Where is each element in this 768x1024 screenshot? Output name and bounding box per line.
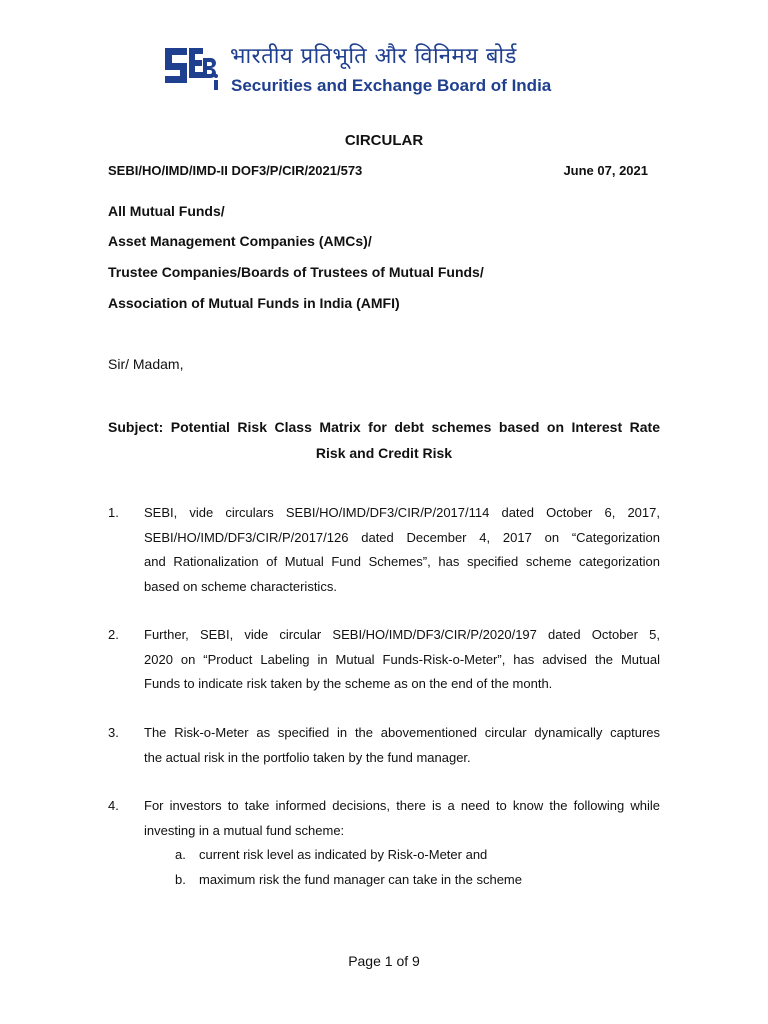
salutation: Sir/ Madam, (108, 356, 184, 372)
circular-date: June 07, 2021 (563, 163, 648, 178)
subject-line: Subject: Potential Risk Class Matrix for debt schemes based on Interest Rate (108, 419, 660, 435)
paragraph-line: SEBI/HO/IMD/DF3/CIR/P/2017/126 dated December 4, 2017 on “Categorization (144, 529, 660, 545)
paragraph-line: based on scheme characteristics. (144, 578, 337, 594)
list-item (175, 847, 487, 862)
paragraph-line: investing in a mutual fund scheme: (144, 822, 345, 838)
subject (108, 414, 660, 466)
list-item-label: a. (175, 847, 186, 862)
paragraph-number: 2. (108, 627, 119, 642)
list-item-label: b. (175, 872, 186, 887)
paragraph-line: the actual risk in the portfolio taken by the fund manager. (144, 749, 471, 765)
list-item (175, 872, 522, 887)
page-number: Page 1 of 9 (348, 953, 420, 969)
paragraph-line: Funds to indicate risk taken by the scheme as on the end of the month. (144, 676, 553, 691)
org-name-hindi: भारतीय प्रतिभूति और विनिमय बोर्ड (230, 44, 517, 69)
document-title: CIRCULAR (344, 132, 424, 149)
paragraph-line: Further, SEBI, vide circular SEBI/HO/IMD/DF3/CIR/P/2020/197 dated October 5, (144, 627, 660, 642)
paragraph-line: 2020 on “Product Labeling in Mutual Funds-Risk-o-Meter”, has advised the Mutual (144, 651, 660, 667)
addressee-line: Asset Management Companies (AMCs)/ (108, 233, 372, 249)
subject-line: Risk and Credit Risk (315, 445, 453, 461)
paragraph-line: For investors to take informed decisions, there is a need to know the following while (144, 798, 660, 813)
paragraph-line: SEBI, vide circulars SEBI/HO/IMD/DF3/CIR/P/2017/114 dated October 6, 2017, (144, 505, 660, 520)
addressee-line: All Mutual Funds/ (108, 203, 225, 219)
addressee-line: Trustee Companies/Boards of Trustees of Mutual Funds/ (108, 264, 484, 280)
paragraph-number: 1. (108, 505, 119, 520)
org-name-english: Securities and Exchange Board of India (231, 76, 552, 95)
paragraph-number: 3. (108, 725, 119, 740)
sebi-logo-icon (163, 44, 219, 94)
circular-reference: SEBI/HO/IMD/IMD-II DOF3/P/CIR/2021/573 (108, 163, 363, 178)
addressee-line: Association of Mutual Funds in India (AMFI) (108, 295, 400, 311)
paragraph-number: 4. (108, 798, 119, 813)
list-item-text: current risk level as indicated by Risk-o-Meter and (199, 847, 488, 862)
list-item-text: maximum risk the fund manager can take in the scheme (199, 872, 522, 887)
paragraph-line: and Rationalization of Mutual Fund Schemes”, has specified scheme categorization (144, 554, 660, 569)
paragraph-line: The Risk-o-Meter as specified in the abovementioned circular dynamically captures (144, 725, 660, 740)
